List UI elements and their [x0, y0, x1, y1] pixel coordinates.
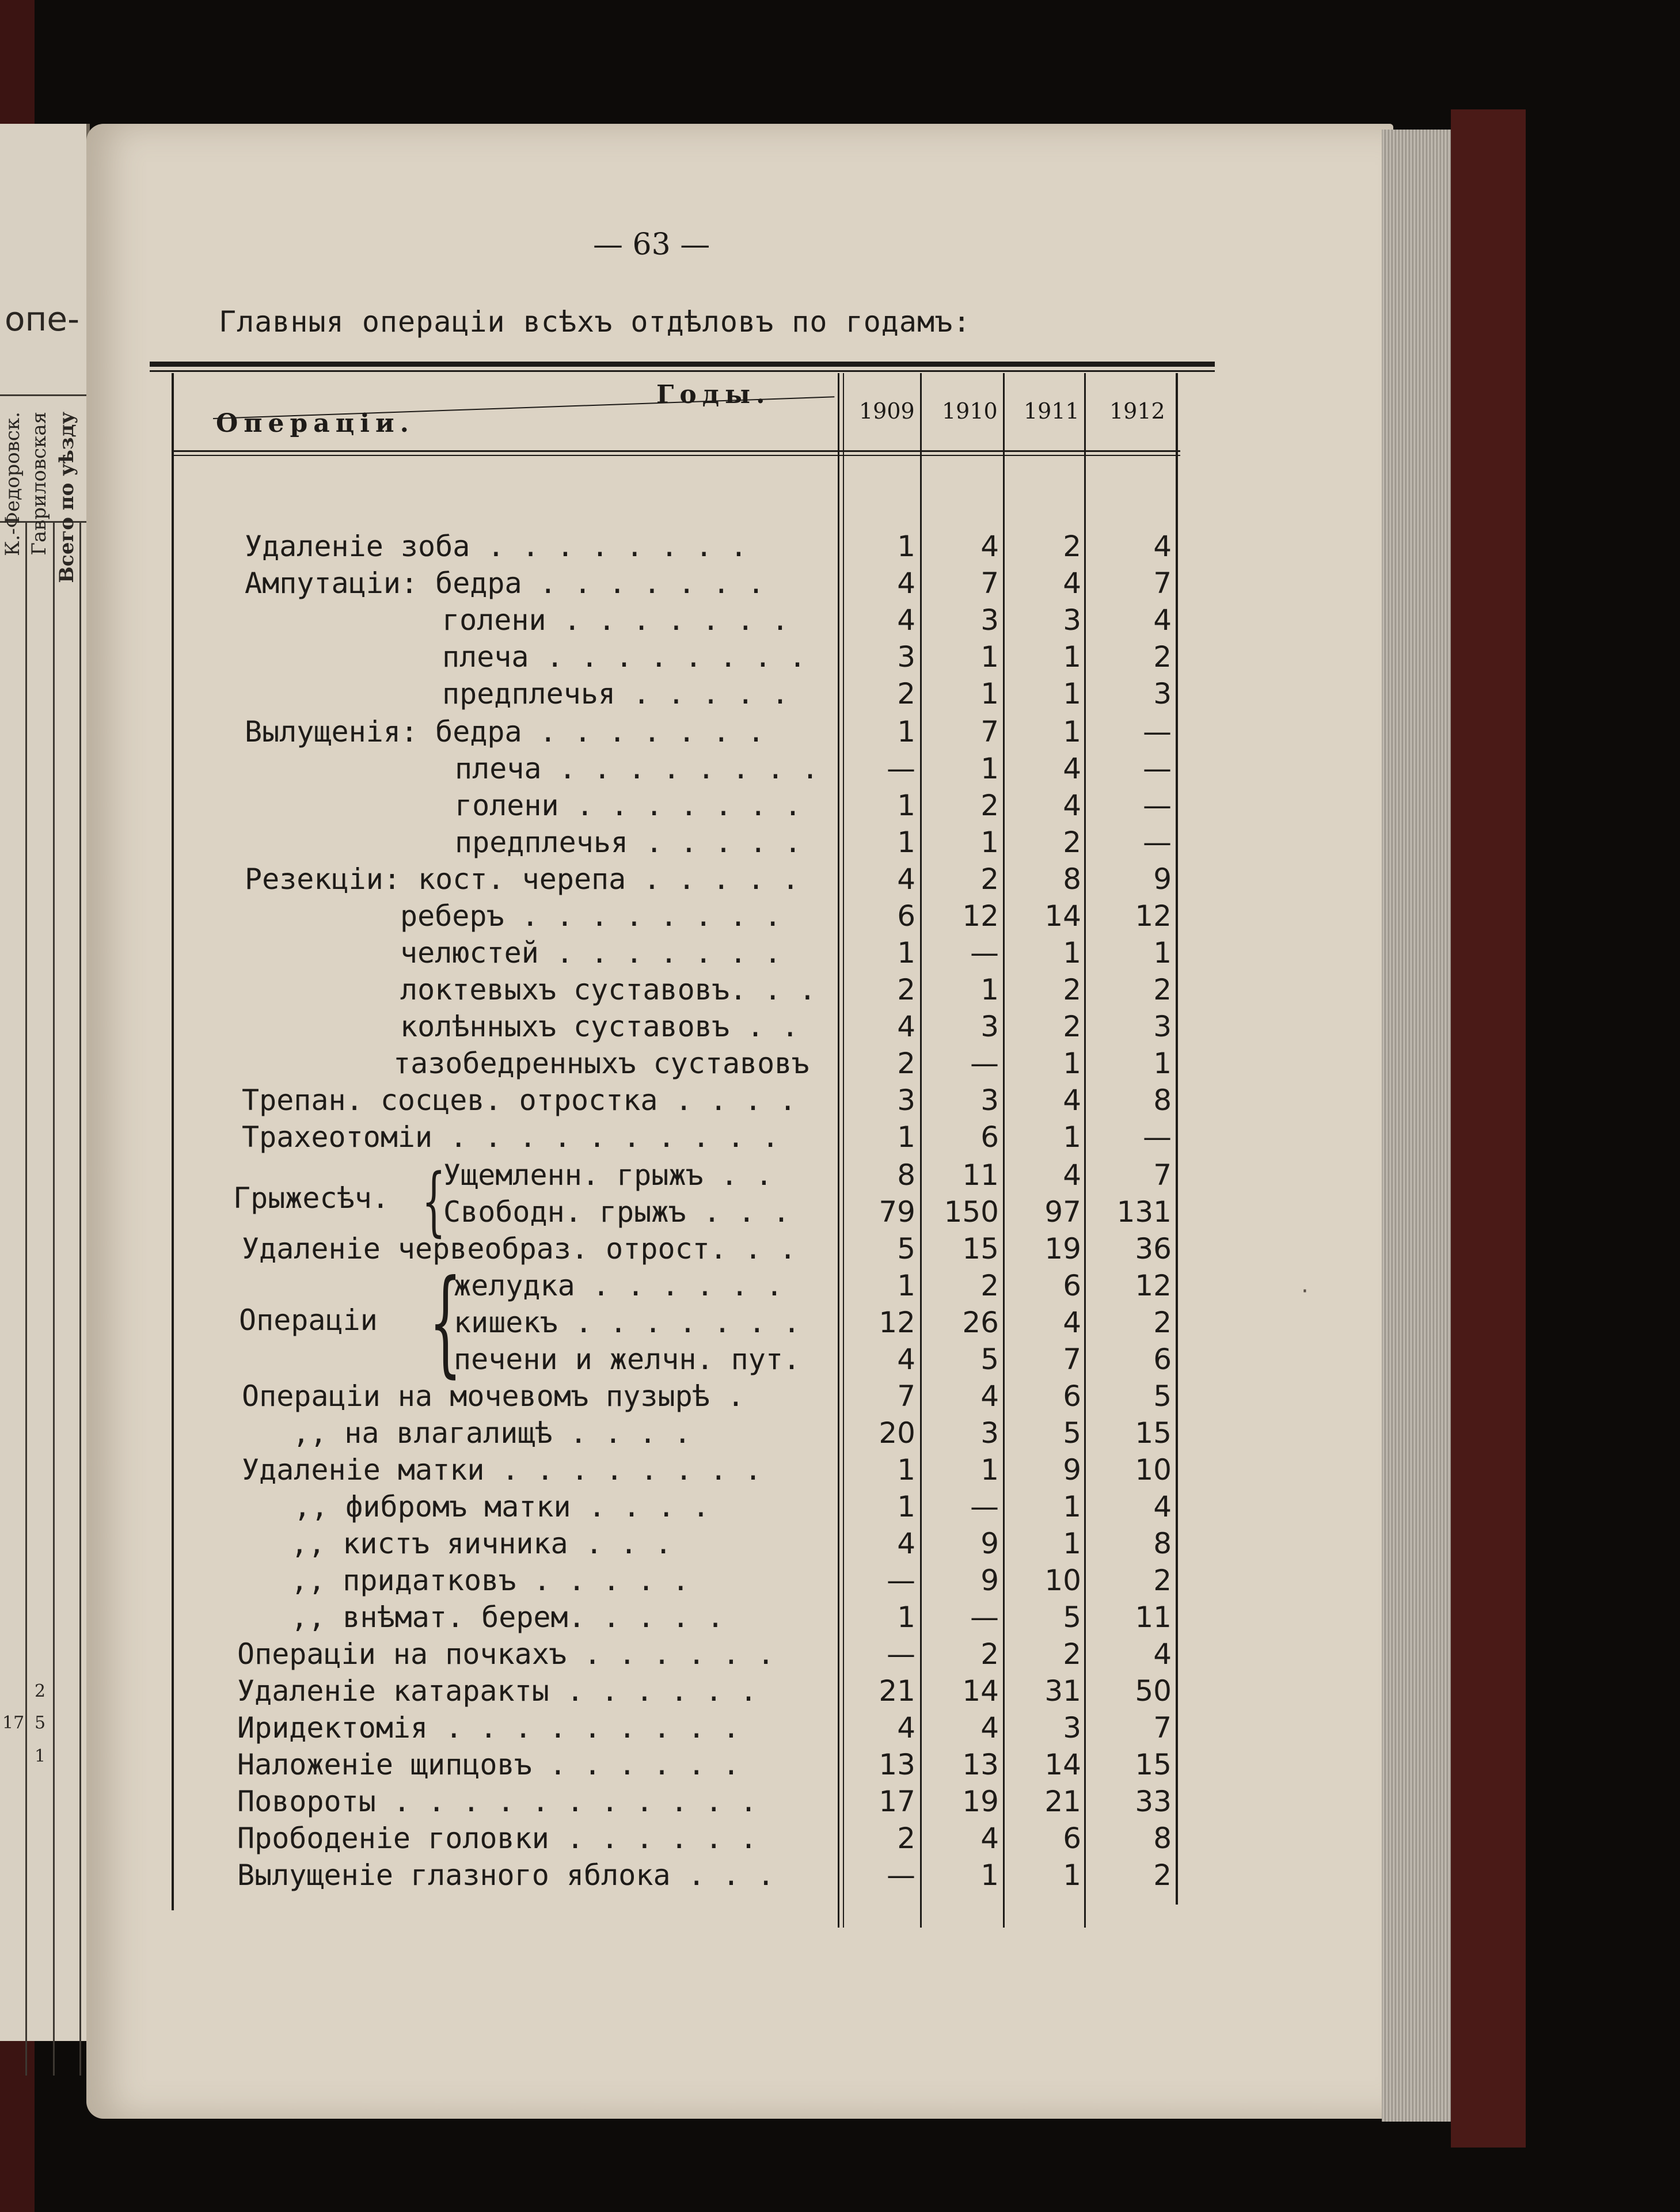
- table-left-rule: [172, 373, 174, 1910]
- table-cell: 2: [980, 789, 999, 822]
- page-mark: ·: [1301, 1278, 1309, 1305]
- row-label: Операціи на почкахъ . . . . . .: [237, 1637, 775, 1671]
- header-years: Годы.: [656, 380, 771, 409]
- table-cell: 4: [897, 1711, 915, 1744]
- row-label: голени . . . . . . .: [442, 603, 789, 637]
- year-header: 1911: [1024, 398, 1080, 424]
- table-cell: 1: [897, 530, 915, 563]
- page-number: — 63 —: [593, 227, 710, 262]
- table-cell: 4: [1153, 1490, 1172, 1523]
- table-cell: 1: [980, 752, 999, 785]
- table-cell: 8: [1063, 862, 1081, 896]
- table-cell: 4: [1153, 1637, 1172, 1671]
- column-header: Гавриловская: [28, 412, 51, 556]
- table-cell: 9: [980, 1564, 999, 1597]
- table-cell: 1: [897, 1269, 915, 1302]
- row-label: тазобедренныхъ суставовъ: [393, 1047, 809, 1080]
- table-cell: 4: [897, 862, 915, 896]
- table-cell: 5: [1063, 1601, 1081, 1634]
- table-cell: 20: [879, 1416, 915, 1450]
- table-cell: 4: [897, 567, 915, 600]
- table-cell: 1: [980, 640, 999, 674]
- table-cell: 9: [980, 1527, 999, 1560]
- table-cell: 1: [897, 826, 915, 859]
- table-cell: 26: [962, 1306, 999, 1339]
- table-cell: 1: [1063, 1527, 1081, 1560]
- table-cell: 2: [897, 677, 915, 710]
- table-cell: 1: [897, 1601, 915, 1634]
- table-cell: 131: [1116, 1195, 1172, 1229]
- table-cell: 4: [980, 530, 999, 563]
- table-cell: 4: [897, 603, 915, 637]
- table-cell: 4: [1063, 789, 1081, 822]
- column-divider: [920, 373, 922, 1928]
- column-divider: [1084, 373, 1086, 1928]
- table-cell: 3: [980, 1084, 999, 1117]
- table-cell: 3: [897, 1084, 915, 1117]
- row-label: голени . . . . . . .: [455, 789, 802, 822]
- row-label: ,, придатковъ . . . . .: [291, 1564, 690, 1597]
- table-cell: 1: [1063, 677, 1081, 710]
- table-cell: —: [970, 1601, 999, 1634]
- table-cell: 7: [1153, 567, 1172, 600]
- table-cell: 4: [1063, 1084, 1081, 1117]
- group-label-operations: Операціи: [239, 1303, 378, 1337]
- table-cell: 19: [962, 1785, 999, 1818]
- table-right-rule: [1176, 373, 1178, 1905]
- table-cell: 8: [1153, 1822, 1172, 1855]
- page-heading: Главныя операціи всѣхъ отдѣловъ по годамъ:: [219, 305, 971, 339]
- table-cell: 4: [897, 1010, 915, 1043]
- row-label: Повороты . . . . . . . . . . .: [237, 1785, 758, 1818]
- brace: {: [421, 1157, 446, 1245]
- table-cell: 2: [1153, 1858, 1172, 1892]
- table-cell: 1: [1153, 936, 1172, 970]
- table-cell: 2: [897, 973, 915, 1006]
- row-label: колѣнныхъ суставовъ . .: [400, 1010, 799, 1043]
- table-cell: 10: [1135, 1453, 1172, 1487]
- table-cell: 4: [1063, 567, 1081, 600]
- row-label: плеча . . . . . . . .: [442, 640, 807, 674]
- table-cell: 3: [1063, 1711, 1081, 1744]
- table-cell: 5: [1063, 1416, 1081, 1450]
- table-cell: 13: [879, 1748, 915, 1781]
- table-cell: 21: [1044, 1785, 1081, 1818]
- table-cell: 2: [1063, 530, 1081, 563]
- table-cell: 2: [1063, 826, 1081, 859]
- brace: {: [428, 1255, 462, 1389]
- table-cell: 2: [980, 862, 999, 896]
- table-cell: 15: [1135, 1416, 1172, 1450]
- table-cell: 3: [980, 1010, 999, 1043]
- table-cell: —: [1143, 789, 1172, 822]
- table-cell: —: [1143, 752, 1172, 785]
- table-cell: 2: [1153, 1564, 1172, 1597]
- table-cell: —: [1143, 826, 1172, 859]
- table-cell: 4: [1063, 752, 1081, 785]
- table-cell: 1: [1153, 1047, 1172, 1080]
- table-cell: 9: [1063, 1453, 1081, 1487]
- year-header: 1909: [859, 398, 915, 424]
- table-cell: 1: [1063, 1490, 1081, 1523]
- table-cell: 2: [1063, 1637, 1081, 1671]
- table-cell: —: [887, 1637, 915, 1671]
- table-cell: 1: [1063, 1120, 1081, 1154]
- table-cell: 150: [944, 1195, 999, 1229]
- table-cell: 12: [879, 1306, 915, 1339]
- table-cell: —: [970, 1490, 999, 1523]
- table-cell: —: [1143, 1120, 1172, 1154]
- header-bottom-rule-thin: [173, 455, 1180, 456]
- row-label: Удаленіе катаракты . . . . . .: [237, 1674, 758, 1708]
- table-cell: 31: [1044, 1674, 1081, 1708]
- table-top-rule-thin: [150, 370, 1215, 372]
- table-cell: 4: [1063, 1306, 1081, 1339]
- row-label: Свободн. грыжъ . . .: [443, 1195, 790, 1229]
- table-cell: 7: [1153, 1158, 1172, 1192]
- row-label: Резекціи: кост. черепа . . . . .: [245, 862, 800, 896]
- column-header: К.-Федоровск.: [1, 412, 24, 556]
- table-cell: 1: [980, 973, 999, 1006]
- table-cell: 3: [897, 640, 915, 674]
- row-label: Иридектомія . . . . . . . . .: [237, 1711, 740, 1744]
- year-header: 1912: [1109, 398, 1165, 424]
- table-cell: 1: [980, 826, 999, 859]
- row-label: предплечья . . . . .: [455, 826, 802, 859]
- table-cell: 5: [980, 1343, 999, 1376]
- table-cell: 7: [980, 567, 999, 600]
- table-cell: 1: [980, 677, 999, 710]
- row-label: кишекъ . . . . . . .: [454, 1306, 801, 1339]
- table-cell: 19: [1044, 1232, 1081, 1265]
- table-cell: 3: [980, 1416, 999, 1450]
- row-label: плеча . . . . . . . .: [455, 752, 819, 785]
- table-cell: 4: [980, 1711, 999, 1744]
- row-label: локтевыхъ суставовъ. . .: [400, 973, 816, 1006]
- table-cell: 1: [897, 789, 915, 822]
- table-cell: —: [887, 752, 915, 785]
- table-cell: 7: [897, 1379, 915, 1413]
- table-cell: 4: [980, 1822, 999, 1855]
- table-cell: 3: [1153, 677, 1172, 710]
- table-cell: 8: [1153, 1527, 1172, 1560]
- table-cell: 1: [897, 1453, 915, 1487]
- table-cell: 4: [1153, 603, 1172, 637]
- table-cell: 4: [980, 1379, 999, 1413]
- table-cell: 1: [980, 1858, 999, 1892]
- row-label: Операціи на мочевомъ пузырѣ .: [242, 1379, 744, 1413]
- table-cell: 15: [1135, 1748, 1172, 1781]
- table-cell: 79: [879, 1195, 915, 1229]
- fragment-number: 1: [35, 1746, 46, 1766]
- table-cell: 12: [1135, 1269, 1172, 1302]
- row-label: ,, на влагалищѣ . . . .: [292, 1416, 691, 1450]
- table-cell: 2: [980, 1269, 999, 1302]
- table-cell: 4: [897, 1527, 915, 1560]
- table-cell: 6: [980, 1120, 999, 1154]
- table-cell: 14: [1044, 899, 1081, 933]
- table-cell: 2: [897, 1047, 915, 1080]
- table-cell: 15: [962, 1232, 999, 1265]
- fragment-number: 17: [2, 1713, 25, 1733]
- row-label: Трахеотоміи . . . . . . . . . .: [242, 1120, 780, 1154]
- row-label: печени и желчн. пут.: [454, 1343, 801, 1376]
- table-cell: 4: [1063, 1158, 1081, 1192]
- table-cell: 8: [897, 1158, 915, 1192]
- header-bottom-rule: [173, 450, 1180, 452]
- table-top-rule: [150, 362, 1215, 367]
- table-cell: —: [887, 1858, 915, 1892]
- table-cell: 3: [1063, 603, 1081, 637]
- year-header: 1910: [942, 398, 998, 424]
- table-cell: 17: [879, 1785, 915, 1818]
- row-label: реберъ . . . . . . . .: [400, 899, 782, 933]
- table-cell: 3: [980, 603, 999, 637]
- table-cell: 1: [897, 936, 915, 970]
- table-cell: 7: [1063, 1343, 1081, 1376]
- row-label: Наложеніе щипцовъ . . . . . .: [237, 1748, 740, 1781]
- table-cell: 6: [897, 899, 915, 933]
- table-cell: 2: [1063, 1010, 1081, 1043]
- column-divider: [1003, 373, 1005, 1928]
- row-label: Ампутаціи: бедра . . . . . . .: [245, 567, 765, 600]
- label-divider-rule: [838, 373, 839, 1928]
- table-cell: 33: [1135, 1785, 1172, 1818]
- table-cell: 1: [1063, 1047, 1081, 1080]
- row-label: Трепан. сосцев. отростка . . . .: [242, 1084, 797, 1117]
- fragment-number: 5: [35, 1713, 46, 1733]
- table-cell: 2: [980, 1637, 999, 1671]
- table-cell: 12: [962, 899, 999, 933]
- table-cell: 1: [1063, 715, 1081, 748]
- table-cell: 97: [1044, 1195, 1081, 1229]
- column-header: Всего по уѣзду: [55, 412, 78, 583]
- table-cell: 6: [1153, 1343, 1172, 1376]
- row-label: Удаленіе зоба . . . . . . . .: [245, 530, 747, 563]
- table-cell: 1: [980, 1453, 999, 1487]
- row-label: Вылущенія: бедра . . . . . . .: [245, 715, 765, 748]
- table-cell: 2: [1153, 973, 1172, 1006]
- table-cell: 4: [1153, 530, 1172, 563]
- table-cell: 1: [897, 715, 915, 748]
- table-cell: 1: [897, 1490, 915, 1523]
- row-label: предплечья . . . . .: [442, 677, 789, 710]
- table-cell: 12: [1135, 899, 1172, 933]
- table-cell: 7: [1153, 1711, 1172, 1744]
- header-operations: Операціи.: [216, 409, 415, 438]
- row-label: ,, внѣмат. берем. . . . .: [291, 1601, 724, 1634]
- row-label: Ущемленн. грыжъ . .: [443, 1158, 773, 1192]
- table-cell: 10: [1044, 1564, 1081, 1597]
- table-cell: 6: [1063, 1822, 1081, 1855]
- row-label: Удаленіе матки . . . . . . . .: [242, 1453, 762, 1487]
- table-cell: 1: [1063, 936, 1081, 970]
- row-label: Прободеніе головки . . . . . .: [237, 1822, 758, 1855]
- row-label: Удаленіе червеобраз. отрост. . .: [242, 1232, 797, 1265]
- table-cell: 14: [1044, 1748, 1081, 1781]
- table-cell: 1: [897, 1120, 915, 1154]
- table-cell: 2: [1063, 973, 1081, 1006]
- table-cell: —: [970, 1047, 999, 1080]
- table-cell: 2: [1153, 1306, 1172, 1339]
- group-label-hernia: Грыжесѣч.: [233, 1181, 389, 1215]
- table-cell: 9: [1153, 862, 1172, 896]
- table-cell: 50: [1135, 1674, 1172, 1708]
- table-cell: 36: [1135, 1232, 1172, 1265]
- table-cell: 2: [1153, 640, 1172, 674]
- row-label: Вылущеніе глазного яблока . . .: [237, 1858, 775, 1892]
- table-cell: 2: [897, 1822, 915, 1855]
- row-label: желудка . . . . . .: [454, 1269, 783, 1302]
- table-cell: —: [887, 1564, 915, 1597]
- table-cell: 13: [962, 1748, 999, 1781]
- table-cell: 7: [980, 715, 999, 748]
- table-cell: 5: [1153, 1379, 1172, 1413]
- table-cell: 11: [1135, 1601, 1172, 1634]
- row-label: ,, кистъ яичника . . .: [291, 1527, 672, 1560]
- table-cell: 11: [962, 1158, 999, 1192]
- table-cell: 1: [1063, 1858, 1081, 1892]
- table-cell: 3: [1153, 1010, 1172, 1043]
- table-cell: 21: [879, 1674, 915, 1708]
- table-cell: 8: [1153, 1084, 1172, 1117]
- table-cell: 1: [1063, 640, 1081, 674]
- table-cell: 5: [897, 1232, 915, 1265]
- word-fragment: опе-: [5, 299, 80, 339]
- row-label: ,, фибромъ матки . . . .: [294, 1490, 710, 1523]
- table-cell: 14: [962, 1674, 999, 1708]
- table-cell: —: [970, 936, 999, 970]
- table-cell: —: [1143, 715, 1172, 748]
- table-cell: 4: [897, 1343, 915, 1376]
- table-cell: 6: [1063, 1269, 1081, 1302]
- fragment-number: 2: [35, 1681, 46, 1701]
- row-label: челюстей . . . . . . .: [400, 936, 782, 970]
- table-cell: 6: [1063, 1379, 1081, 1413]
